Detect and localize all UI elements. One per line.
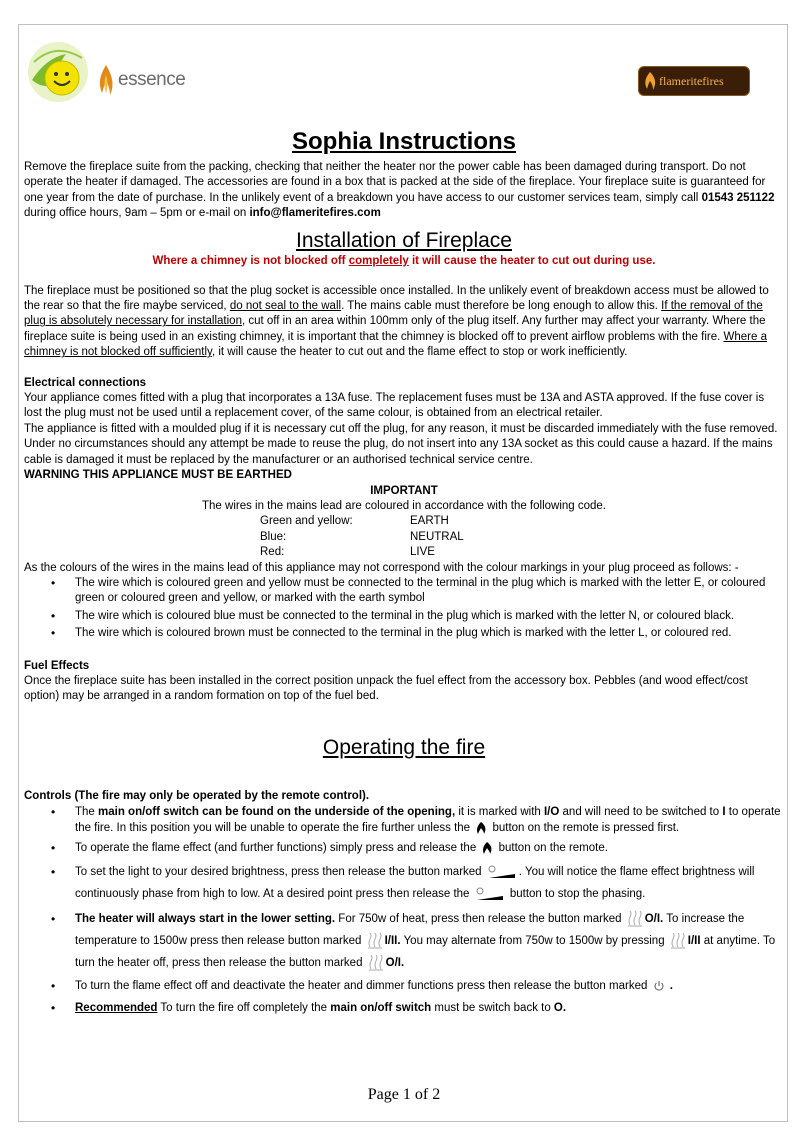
text: it is marked with bbox=[455, 806, 544, 819]
flamerite-flame-icon bbox=[643, 71, 657, 91]
flame-icon bbox=[475, 821, 487, 835]
text: must be switch back to bbox=[431, 1002, 554, 1015]
fuel-title: Fuel Effects bbox=[24, 659, 90, 672]
text: at anytime. To turn the heater off, press then release the button marked bbox=[75, 935, 776, 970]
install-underline-3: Where a chimney is not blocked off sufficiently bbox=[24, 330, 767, 359]
code-intro: The wires in the mains lead are coloured in accordance with the following code. bbox=[202, 499, 606, 512]
phone-number: 01543 251122 bbox=[701, 191, 775, 204]
text: To turn the flame effect off and deactivate the heater and dimmer functions press then release the button marked bbox=[75, 980, 651, 993]
wire-colour: Green and yellow: bbox=[260, 515, 353, 528]
page-number: Page 1 of 2 bbox=[367, 1086, 441, 1103]
recommended-label: Recommended bbox=[75, 1002, 158, 1015]
intro-text-2: during office hours, 9am – 5pm or e-mail on bbox=[24, 207, 250, 220]
bold-text: O. bbox=[553, 1002, 567, 1015]
list-item: • The wire which is coloured brown must be connected to the terminal in the plug which is marked with the letter L, or coloured red. bbox=[75, 626, 784, 641]
warning-text-a: Where a chimney is not blocked off bbox=[152, 254, 349, 267]
power-icon bbox=[653, 980, 665, 992]
bold-text: O/I. bbox=[385, 957, 405, 970]
list-item bbox=[75, 977, 784, 996]
operating-heading: Operating the fire bbox=[322, 735, 486, 759]
list-item: • The wire which is coloured blue must be connected to the terminal in the plug which is marked with the letter N, or coloured black. bbox=[75, 609, 784, 624]
text: button on the remote is pressed first. bbox=[489, 822, 680, 835]
dimmer-icon bbox=[487, 864, 517, 880]
list-item bbox=[75, 908, 784, 974]
text: To increase the temperature to 1500w press then release button marked bbox=[75, 913, 745, 948]
text: You may alternate from 750w to 1500w by pressing bbox=[400, 935, 668, 948]
important-label: IMPORTANT bbox=[370, 484, 438, 497]
page-title: Sophia Instructions bbox=[291, 128, 516, 155]
essence-flame-icon bbox=[96, 63, 116, 97]
warning-underlined: completely bbox=[348, 254, 409, 267]
essence-wordmark: essence bbox=[118, 69, 186, 90]
proceed-text: As the colours of the wires in the mains lead of this appliance may not correspond with the colour markings in your plug proceed as follows: - bbox=[24, 561, 739, 574]
list-item bbox=[75, 861, 784, 905]
document-page bbox=[24, 30, 784, 1021]
bold-text: O/I. bbox=[644, 913, 664, 926]
warning-text-b: it will cause the heater to cut out during use. bbox=[408, 254, 656, 267]
controls-title: Controls (The fire may only be operated by the remote control). bbox=[24, 789, 370, 802]
list-item bbox=[75, 804, 784, 836]
installation-heading: Installation of Fireplace bbox=[296, 228, 512, 252]
wire-meaning: LIVE bbox=[410, 546, 435, 559]
bold-text: main on/off switch bbox=[330, 1002, 432, 1015]
wire-meaning: EARTH bbox=[410, 515, 449, 528]
email-address: info@flameritefires.com bbox=[249, 207, 381, 220]
earthed-warning: WARNING THIS APPLIANCE MUST BE EARTHED bbox=[24, 469, 292, 482]
dimmer-icon bbox=[475, 886, 505, 902]
flamerite-logo bbox=[638, 66, 750, 96]
install-text-d: , it will cause the heater to cut out and the flame effect to stop or work inefficiently. bbox=[211, 346, 628, 359]
text: To turn the fire off completely the bbox=[157, 1002, 331, 1015]
bold-text: I/II. bbox=[384, 935, 401, 948]
wire-colour: Blue: bbox=[260, 530, 287, 543]
bold-text: The heater will always start in the lower setting. bbox=[75, 913, 336, 926]
list-item bbox=[75, 839, 784, 858]
wire-meaning: NEUTRAL bbox=[410, 530, 464, 543]
wire-code-table bbox=[260, 514, 784, 560]
intro-paragraph bbox=[24, 160, 784, 222]
text: To operate the flame effect (and further functions) simply press and release the bbox=[75, 842, 480, 855]
header-logos bbox=[24, 30, 784, 108]
flame-icon bbox=[481, 841, 493, 855]
heat-icon bbox=[627, 911, 643, 927]
electrical-title: Electrical connections bbox=[24, 376, 147, 389]
text: For 750w of heat, press then release the button marked bbox=[335, 913, 625, 926]
bold-text: . bbox=[666, 980, 673, 993]
list-item: • The wire which is coloured green and yellow must be connected to the terminal in the plug which is marked with the letter E, or coloured green or coloured green and yellow, or marked with the earth symbol bbox=[75, 576, 784, 607]
bold-text: I/II bbox=[687, 935, 701, 948]
text: to operate the fire. In this position you will be unable to operate the fire further unless the bbox=[75, 806, 781, 835]
text: The bbox=[75, 806, 99, 819]
install-underline-2: If the removal of the plug is absolutely necessary for installation bbox=[24, 300, 763, 328]
bold-text: main on/off switch can be found on the underside of the opening, bbox=[98, 806, 456, 819]
install-text-a: The fireplace must be positioned so that the plug socket is accessible once installed. In the unlikely event of breakdown access must be allowed to the rear so that the fire maybe serviced, bbox=[24, 284, 769, 313]
wire-code-row bbox=[260, 530, 784, 545]
controls-list bbox=[24, 804, 784, 1018]
electrical-paragraph-1: Your appliance comes fitted with a plug that incorporates a 13A fuse. The replacement fuses must be 13A and ASTA approved. If the fuse cover is lost the plug must not be used until a replacement cover, of the same colour, is obtained from an electrical retailer. bbox=[24, 392, 765, 420]
wire-instructions-list bbox=[24, 576, 784, 642]
text: . You will notice the flame effect brightness will continuously phase from high to low. At a desired point press then release the bbox=[75, 866, 755, 901]
installation-paragraph bbox=[24, 284, 784, 361]
energy-smiley-logo-icon bbox=[26, 40, 90, 104]
intro-text: Remove the fireplace suite from the packing, checking that neither the heater nor the power cable has been damaged during transport. Do not operate the heater if damaged. The accessories are found in a box that is packed at the side of the fireplace. Your fireplace suite is guaranteed for one year from the date of purchase. In the unlikely event of a breakdown you have access to our customer services team, simply call bbox=[24, 161, 766, 204]
text: To set the light to your desired brightness, press then release the button marked bbox=[75, 866, 485, 879]
wire-code-row bbox=[260, 545, 784, 560]
fuel-paragraph: Once the fireplace suite has been installed in the correct position unpack the fuel effect from the accessory box. Pebbles (and wood effect/cost option) may be arranged in a random formation on top of the fuel bed. bbox=[24, 674, 748, 703]
wire-code-row bbox=[260, 514, 784, 529]
text: button to stop the phasing. bbox=[506, 888, 646, 901]
flamerite-wordmark: flameritefires bbox=[659, 73, 724, 88]
install-underline-1: do not seal to the wall bbox=[229, 300, 342, 313]
heat-icon bbox=[670, 933, 686, 949]
bold-text: I bbox=[722, 806, 726, 819]
chimney-warning bbox=[24, 254, 784, 269]
electrical-paragraph-2: The appliance is fitted with a moulded plug if it is necessary cut off the plug, for any reason, it must be discarded immediately with the fuse removed. Under no circumstances should any attempt be made to reuse the plug, do not insert into any 13A socket as this could cause a hazard. If the mains cable is damaged it must be replaced by the manufacturer or an authorised technical service centre. bbox=[24, 422, 778, 466]
install-text-c: , cut off in an area within 100mm only of the plug itself. Any further may affect your warranty. Where the fireplace suite is being used in an existing chimney, it is important that the chimney is blocked off to prevent airflow problems with the fire. bbox=[24, 315, 766, 343]
essence-logo bbox=[96, 60, 185, 100]
wire-colour: Red: bbox=[260, 546, 285, 559]
bold-text: I/O bbox=[543, 806, 560, 819]
text: button on the remote. bbox=[495, 842, 608, 855]
heat-icon bbox=[368, 955, 384, 971]
install-text-b: . The mains cable must therefore be long enough to allow this. bbox=[341, 300, 662, 313]
list-item bbox=[75, 999, 784, 1018]
heat-icon bbox=[367, 933, 383, 949]
text: and will need to be switched to bbox=[559, 806, 723, 819]
